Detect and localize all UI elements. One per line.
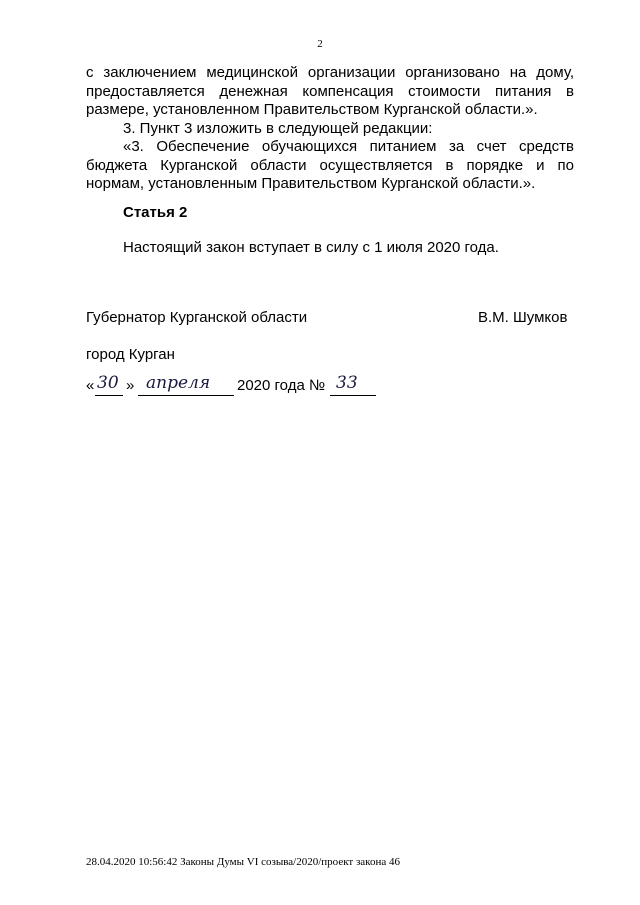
page-number: 2 [317, 38, 323, 50]
paragraph-point-3-intro: 3. Пункт 3 изложить в следующей редакции: [123, 119, 433, 137]
amendment-text [86, 64, 574, 194]
document-footer: 28.04.2020 10:56:42 Законы Думы VI созыва/2020/проект закона 46 [86, 856, 400, 868]
governor-title: Губернатор Курганской области [86, 309, 308, 326]
number-underline [330, 395, 376, 396]
article-text: Настоящий закон вступает в силу с 1 июля 2020 года. [123, 239, 499, 256]
date-close-quote: » [126, 377, 135, 394]
handwritten-day: 30 [97, 373, 119, 393]
paragraph-point-3-text: «3. Обеспечение обучающихся питанием за счет средств бюджета Курганской области осуществляется в порядке и по нормам, установленным Правительством Курганской области.». [86, 138, 574, 192]
paragraph-medical-organization: с заключением медицинской организации организовано на дому, предоставляется денежная компенсация стоимости питания в размере, установленном Правительством Курганской области.». [86, 64, 574, 118]
governor-name: В.М. Шумков [478, 309, 568, 326]
date-year-text: 2020 года № [237, 377, 326, 394]
day-underline [95, 395, 123, 396]
handwritten-number: 33 [336, 373, 358, 393]
date-open-quote: « [86, 377, 95, 394]
city-name: город Курган [86, 346, 175, 363]
month-underline [138, 395, 234, 396]
handwritten-month: апреля [146, 373, 211, 393]
article-heading: Статья 2 [123, 204, 188, 221]
